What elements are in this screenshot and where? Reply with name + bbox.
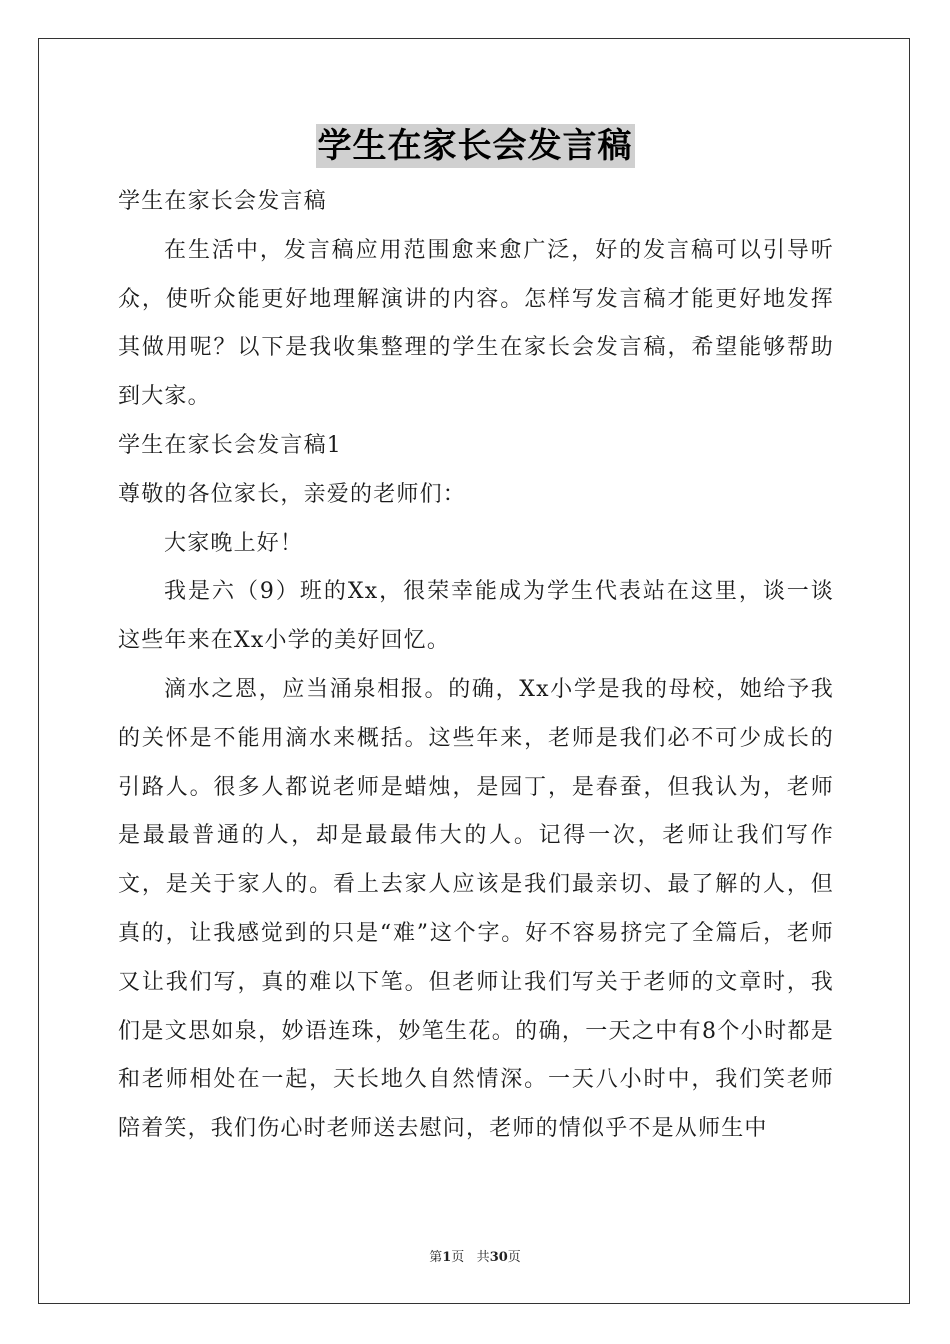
body-paragraph: 滴水之恩，应当涌泉相报。的确，Xx小学是我的母校，她给予我的关怀是不能用滴水来概括。这些年来，老师是我们必不可少成长的引路人。很多人都说老师是蜡烛，是园丁，是春蚕，但我认为，老师是最最普通的人，却是最最伟大的人。记得一次，老师让我们写作文，是关于家人的。看上去家人应该是我们最亲切、最了解的人，但真的，让我感觉到的只是“难”这个字。好不容易挤完了全篇后，老师又让我们写，真的难以下笔。但老师让我们写关于老师的文章时，我们是文思如泉，妙语连珠，妙笔生花。的确，一天之中有8个小时都是和老师相处在一起，天长地久自然情深。一天八小时中，我们笑老师陪着笑，我们伤心时老师送去慰问，老师的情似乎不是从师生中	[118, 676, 834, 1142]
self-intro-paragraph: 我是六（9）班的Xx，很荣幸能成为学生代表站在这里，谈一谈这些年来在Xx小学的美好回忆。	[118, 579, 834, 654]
salutation-paragraph: 尊敬的各位家长，亲爱的老师们：	[118, 481, 467, 507]
greeting-paragraph: 大家晚上好！	[164, 530, 304, 556]
total-pages-number: 30	[489, 1250, 508, 1265]
subtitle-paragraph: 学生在家长会发言稿	[118, 189, 327, 214]
document-title: 学生在家长会发言稿	[317, 126, 633, 166]
footer-total-suffix: 页	[507, 1250, 521, 1265]
footer-page-suffix: 页	[451, 1250, 465, 1265]
footer-prefix: 第	[429, 1250, 443, 1265]
page-footer	[0, 1246, 950, 1265]
intro-paragraph: 在生活中，发言稿应用范围愈来愈广泛，好的发言稿可以引导听众，使听众能更好地理解演讲的内容。怎样写发言稿才能更好地发挥其做用呢？以下是我收集整理的学生在家长会发言稿，希望能够帮助到大家。	[118, 237, 834, 410]
current-page-number: 1	[442, 1250, 452, 1265]
document-body	[118, 178, 834, 1154]
title-container	[0, 124, 950, 168]
section-heading: 学生在家长会发言稿1	[118, 432, 342, 458]
footer-total-prefix: 共	[476, 1250, 490, 1265]
